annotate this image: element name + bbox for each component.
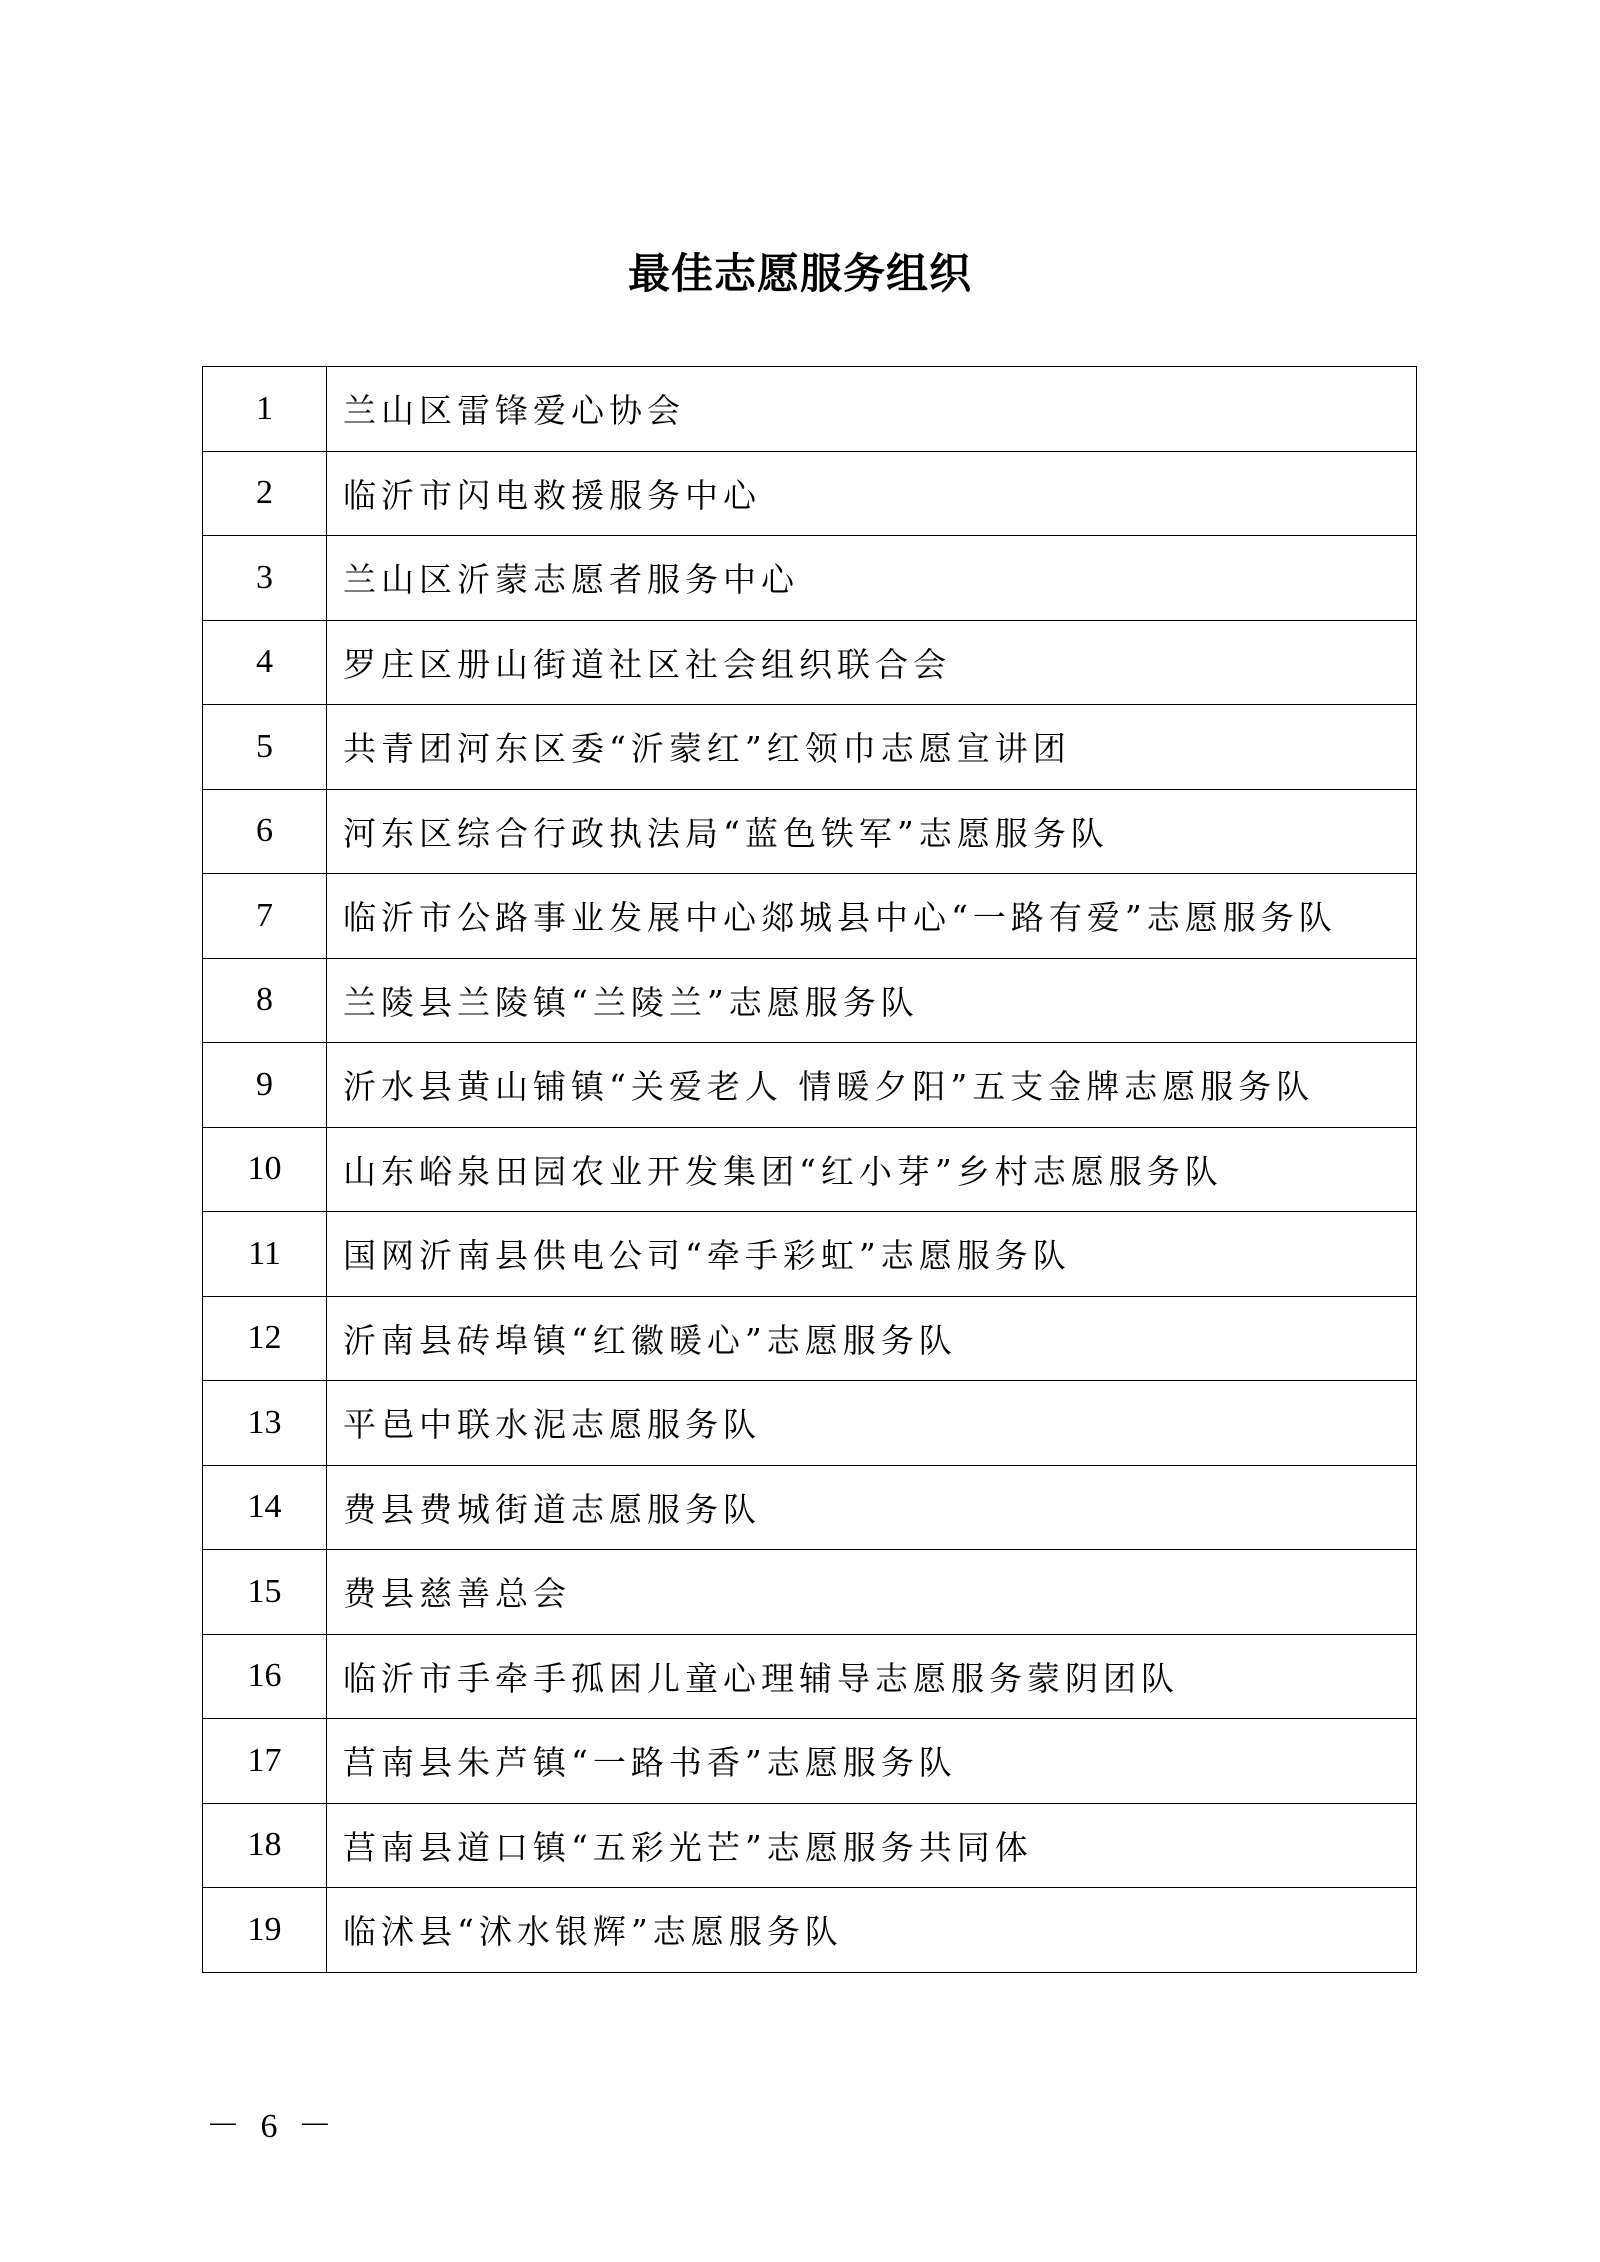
organization-name-cell: 罗庄区册山街道社区社会组织联合会 bbox=[327, 620, 1417, 705]
table-row bbox=[203, 705, 1417, 790]
organization-table bbox=[202, 366, 1417, 1973]
table-row bbox=[203, 1803, 1417, 1888]
page-title: 最佳志愿服务组织 bbox=[627, 249, 972, 298]
organization-name-cell: 费县费城街道志愿服务队 bbox=[327, 1465, 1417, 1550]
table-row bbox=[203, 1465, 1417, 1550]
table-row bbox=[203, 367, 1417, 452]
organization-name-cell: 兰山区沂蒙志愿者服务中心 bbox=[327, 536, 1417, 621]
table-row bbox=[203, 789, 1417, 874]
organization-name-cell: 平邑中联水泥志愿服务队 bbox=[327, 1381, 1417, 1466]
organization-name-cell: 河东区综合行政执法局“蓝色铁军”志愿服务队 bbox=[327, 789, 1417, 874]
row-number-cell: 13 bbox=[203, 1381, 327, 1466]
row-number-cell: 2 bbox=[203, 451, 327, 536]
organization-name-cell: 临沭县“沭水银辉”志愿服务队 bbox=[327, 1888, 1417, 1973]
row-number-cell: 10 bbox=[203, 1127, 327, 1212]
table-row bbox=[203, 1043, 1417, 1128]
organization-name-cell: 沂水县黄山铺镇“关爱老人 情暖夕阳”五支金牌志愿服务队 bbox=[327, 1043, 1417, 1128]
row-number-cell: 4 bbox=[203, 620, 327, 705]
table-row bbox=[203, 1381, 1417, 1466]
table-row bbox=[203, 1296, 1417, 1381]
row-number-cell: 17 bbox=[203, 1719, 327, 1804]
organization-name-cell: 兰山区雷锋爱心协会 bbox=[327, 367, 1417, 452]
row-number-cell: 1 bbox=[203, 367, 327, 452]
table-row bbox=[203, 1550, 1417, 1635]
table-row bbox=[203, 1212, 1417, 1297]
organization-name-cell: 山东峪泉田园农业开发集团“红小芽”乡村志愿服务队 bbox=[327, 1127, 1417, 1212]
row-number-cell: 8 bbox=[203, 958, 327, 1043]
row-number-cell: 5 bbox=[203, 705, 327, 790]
row-number-cell: 9 bbox=[203, 1043, 327, 1128]
row-number-cell: 18 bbox=[203, 1803, 327, 1888]
row-number-cell: 11 bbox=[203, 1212, 327, 1297]
row-number-cell: 12 bbox=[203, 1296, 327, 1381]
row-number-cell: 19 bbox=[203, 1888, 327, 1973]
table-row bbox=[203, 958, 1417, 1043]
table-row bbox=[203, 874, 1417, 959]
organization-name-cell: 国网沂南县供电公司“牵手彩虹”志愿服务队 bbox=[327, 1212, 1417, 1297]
organization-name-cell: 莒南县朱芦镇“一路书香”志愿服务队 bbox=[327, 1719, 1417, 1804]
organization-name-cell: 兰陵县兰陵镇“兰陵兰”志愿服务队 bbox=[327, 958, 1417, 1043]
row-number-cell: 16 bbox=[203, 1634, 327, 1719]
row-number-cell: 14 bbox=[203, 1465, 327, 1550]
table-row bbox=[203, 1634, 1417, 1719]
organization-name-cell: 费县慈善总会 bbox=[327, 1550, 1417, 1635]
row-number-cell: 15 bbox=[203, 1550, 327, 1635]
organization-name-cell: 沂南县砖埠镇“红徽暖心”志愿服务队 bbox=[327, 1296, 1417, 1381]
organization-table-body bbox=[203, 367, 1417, 1973]
table-row bbox=[203, 1127, 1417, 1212]
organization-name-cell: 临沂市手牵手孤困儿童心理辅导志愿服务蒙阴团队 bbox=[327, 1634, 1417, 1719]
table-row bbox=[203, 620, 1417, 705]
organization-name-cell: 临沂市公路事业发展中心郯城县中心“一路有爱”志愿服务队 bbox=[327, 874, 1417, 959]
table-row bbox=[203, 451, 1417, 536]
organization-name-cell: 共青团河东区委“沂蒙红”红领巾志愿宣讲团 bbox=[327, 705, 1417, 790]
organization-name-cell: 临沂市闪电救援服务中心 bbox=[327, 451, 1417, 536]
page-number: － 6 － bbox=[206, 2108, 338, 2145]
table-row bbox=[203, 1888, 1417, 1973]
table-row bbox=[203, 1719, 1417, 1804]
row-number-cell: 6 bbox=[203, 789, 327, 874]
row-number-cell: 3 bbox=[203, 536, 327, 621]
table-row bbox=[203, 536, 1417, 621]
organization-name-cell: 莒南县道口镇“五彩光芒”志愿服务共同体 bbox=[327, 1803, 1417, 1888]
row-number-cell: 7 bbox=[203, 874, 327, 959]
